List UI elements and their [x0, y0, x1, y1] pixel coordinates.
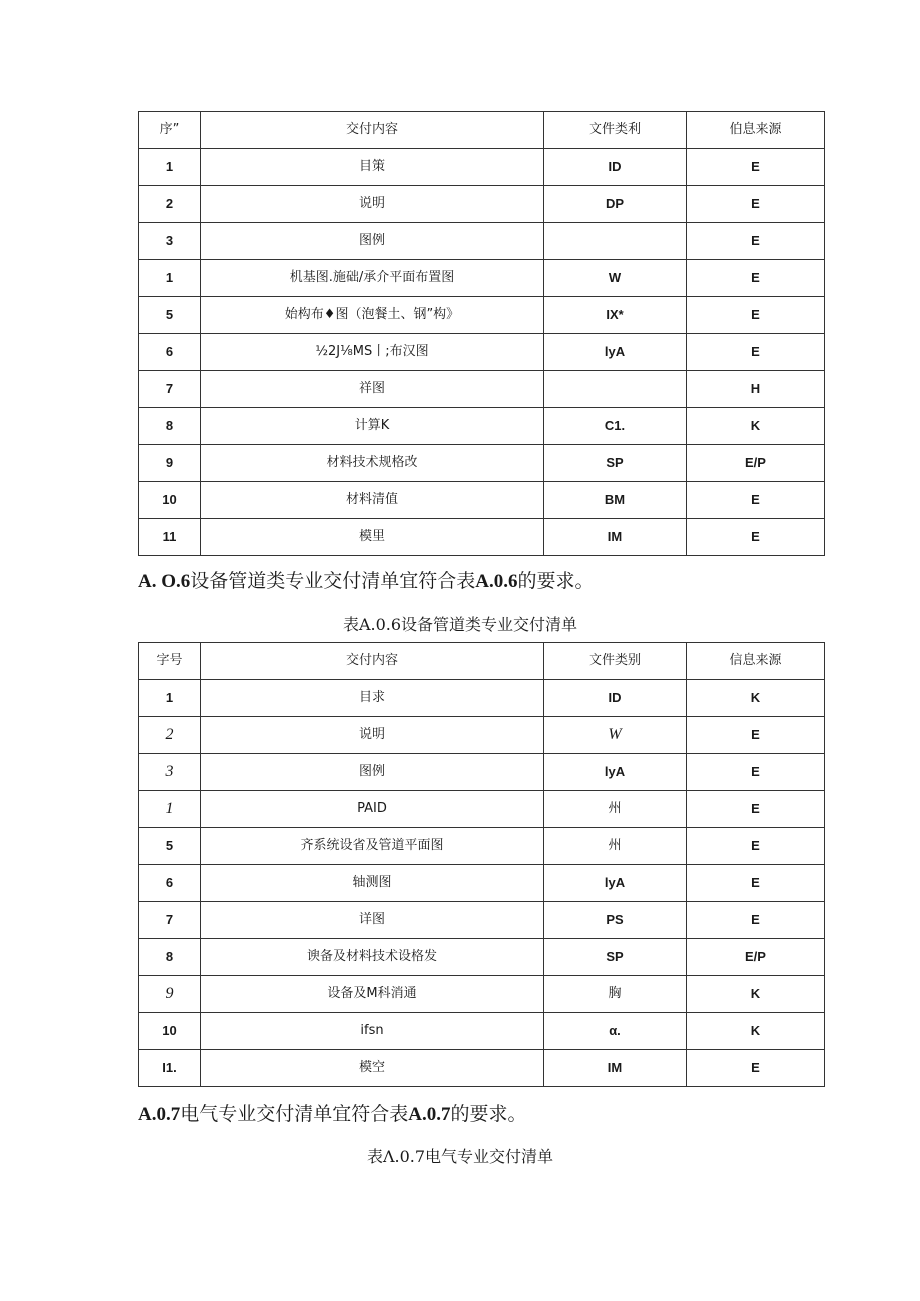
file-type-cell: BM	[544, 482, 687, 519]
file-type-cell: lyA	[544, 865, 687, 902]
table-row	[139, 260, 825, 297]
delivery-list-table-2	[138, 642, 825, 1087]
file-type-cell: DP	[544, 186, 687, 223]
table-row	[139, 1013, 825, 1050]
file-type-cell: ID	[544, 680, 687, 717]
table-row	[139, 865, 825, 902]
seq-cell: 7	[139, 371, 201, 408]
content-cell: 谀备及材料技术设格发	[201, 939, 544, 976]
table-row	[139, 519, 825, 556]
content-cell: 机基图.施础/承介平面布置图	[201, 260, 544, 297]
delivery-list-table-1	[138, 111, 825, 556]
table-row	[139, 334, 825, 371]
table-row	[139, 680, 825, 717]
content-cell: 轴测图	[201, 865, 544, 902]
source-cell: E	[687, 1050, 825, 1087]
content-cell: 图例	[201, 754, 544, 791]
content-cell: 目策	[201, 149, 544, 186]
header-seq-cell: 序”	[139, 112, 201, 149]
table-caption-a-0-6: 表A.0.6设备管道类专业交付清单	[342, 615, 578, 634]
clause-text: 电气专业交付清单宜符合表	[180, 1103, 409, 1125]
seq-cell: 11	[139, 519, 201, 556]
file-type-cell: 州	[544, 791, 687, 828]
seq-cell: 2	[139, 717, 201, 754]
clause-text: 设备管道类专业交付清单宜符合表	[190, 570, 476, 592]
clause-table-ref: A.0.7	[408, 1104, 451, 1125]
content-cell: 说明	[201, 186, 544, 223]
content-cell: 模空	[201, 1050, 544, 1087]
source-cell: K	[687, 976, 825, 1013]
file-type-cell: lyA	[544, 754, 687, 791]
seq-cell: 10	[139, 1013, 201, 1050]
content-cell: 齐系统设省及管道平面图	[201, 828, 544, 865]
seq-cell: I1.	[139, 1050, 201, 1087]
header-content-cell: 交付内容	[201, 643, 544, 680]
table-row	[139, 828, 825, 865]
seq-cell: 8	[139, 939, 201, 976]
source-cell: E	[687, 260, 825, 297]
source-cell: K	[687, 680, 825, 717]
clause-suffix: 的要求。	[517, 570, 594, 592]
content-cell: 祥图	[201, 371, 544, 408]
source-cell: E	[687, 828, 825, 865]
source-cell: E	[687, 482, 825, 519]
seq-cell: 5	[139, 828, 201, 865]
source-cell: E	[687, 519, 825, 556]
seq-cell: 1	[139, 791, 201, 828]
file-type-cell: SP	[544, 939, 687, 976]
header-content-cell: 交付内容	[201, 112, 544, 149]
content-cell: PAID	[201, 791, 544, 828]
seq-cell: 10	[139, 482, 201, 519]
content-cell: 设备及M科消通	[201, 976, 544, 1013]
table-row	[139, 791, 825, 828]
clause-a-0-7	[138, 1099, 527, 1126]
content-cell: 材料清值	[201, 482, 544, 519]
file-type-cell: PS	[544, 902, 687, 939]
table-caption-a-0-7: 表Λ.0.7电气专业交付清单	[366, 1147, 554, 1166]
source-cell: H	[687, 371, 825, 408]
source-cell: E	[687, 223, 825, 260]
clause-number: A. O.6	[138, 571, 191, 592]
seq-cell: 1	[139, 260, 201, 297]
seq-cell: 6	[139, 334, 201, 371]
source-cell: E/P	[687, 445, 825, 482]
source-cell: E	[687, 754, 825, 791]
source-cell: E	[687, 902, 825, 939]
content-cell: 始构布♦图（泡餐土、钢”构》	[201, 297, 544, 334]
table-row	[139, 445, 825, 482]
file-type-cell: IX*	[544, 297, 687, 334]
seq-cell: 9	[139, 445, 201, 482]
seq-cell: 6	[139, 865, 201, 902]
table-row	[139, 717, 825, 754]
table-row	[139, 149, 825, 186]
table-row	[139, 976, 825, 1013]
clause-a-0-6	[138, 566, 594, 593]
table-row	[139, 223, 825, 260]
seq-cell: 8	[139, 408, 201, 445]
source-cell: E	[687, 717, 825, 754]
source-cell: E	[687, 791, 825, 828]
header-seq-cell: 字号	[139, 643, 201, 680]
content-cell: 说明	[201, 717, 544, 754]
source-cell: E	[687, 186, 825, 223]
content-cell: 计算K	[201, 408, 544, 445]
file-type-cell: W	[544, 260, 687, 297]
file-type-cell	[544, 371, 687, 408]
table-row	[139, 408, 825, 445]
source-cell: E	[687, 865, 825, 902]
file-type-cell: C1.	[544, 408, 687, 445]
file-type-cell: SP	[544, 445, 687, 482]
source-cell: E/P	[687, 939, 825, 976]
seq-cell: 7	[139, 902, 201, 939]
file-type-cell: lyA	[544, 334, 687, 371]
table-header-row	[139, 112, 825, 149]
clause-table-ref: A.0.6	[475, 571, 518, 592]
file-type-cell: 胸	[544, 976, 687, 1013]
file-type-cell: 州	[544, 828, 687, 865]
content-cell: ifsn	[201, 1013, 544, 1050]
source-cell: E	[687, 297, 825, 334]
table-row	[139, 939, 825, 976]
file-type-cell: W	[544, 717, 687, 754]
source-cell: K	[687, 1013, 825, 1050]
seq-cell: 5	[139, 297, 201, 334]
seq-cell: 3	[139, 223, 201, 260]
content-cell: 材料技术规格改	[201, 445, 544, 482]
source-cell: K	[687, 408, 825, 445]
source-cell: E	[687, 334, 825, 371]
content-cell: 图例	[201, 223, 544, 260]
table-row	[139, 902, 825, 939]
table-row	[139, 297, 825, 334]
seq-cell: 1	[139, 680, 201, 717]
header-source-cell: 信息来源	[687, 643, 825, 680]
file-type-cell: ID	[544, 149, 687, 186]
table-row	[139, 1050, 825, 1087]
source-cell: E	[687, 149, 825, 186]
table-header-row	[139, 643, 825, 680]
file-type-cell	[544, 223, 687, 260]
seq-cell: 3	[139, 754, 201, 791]
file-type-cell: α.	[544, 1013, 687, 1050]
table-row	[139, 482, 825, 519]
header-file-type-cell: 文件类别	[544, 643, 687, 680]
seq-cell: 2	[139, 186, 201, 223]
header-source-cell: 伯息来源	[687, 112, 825, 149]
seq-cell: 9	[139, 976, 201, 1013]
table-row	[139, 186, 825, 223]
seq-cell: 1	[139, 149, 201, 186]
content-cell: ½2J⅛MS丨;布汉图	[201, 334, 544, 371]
clause-number: A.0.7	[138, 1104, 181, 1125]
header-file-type-cell: 文件类利	[544, 112, 687, 149]
content-cell: 详图	[201, 902, 544, 939]
clause-suffix: 的要求。	[450, 1103, 527, 1125]
content-cell: 模里	[201, 519, 544, 556]
file-type-cell: IM	[544, 1050, 687, 1087]
table-row	[139, 371, 825, 408]
content-cell: 目求	[201, 680, 544, 717]
table-row	[139, 754, 825, 791]
file-type-cell: IM	[544, 519, 687, 556]
